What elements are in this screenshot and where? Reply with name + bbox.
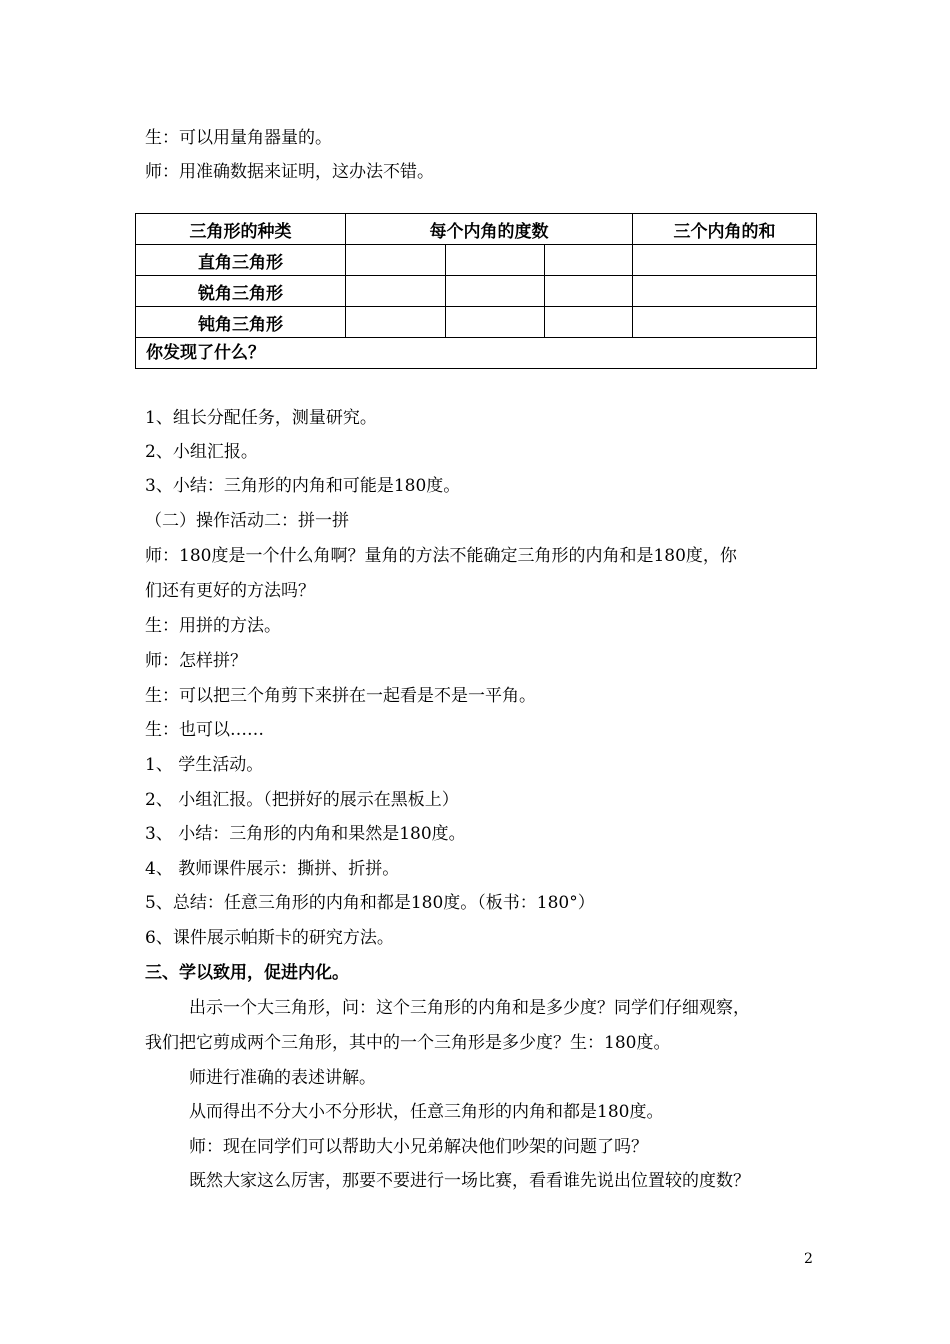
text-line: 生：也可以……	[145, 720, 264, 740]
paragraph-line: 师：现在同学们可以帮助大小兄弟解决他们吵架的问题了吗？	[189, 1137, 648, 1157]
header-angle-sum: 三个内角的和	[633, 214, 817, 245]
text-line: 们还有更好的方法吗？	[145, 581, 315, 601]
text-line: 生：用拼的方法。	[145, 616, 281, 636]
table-cell	[545, 276, 633, 307]
text-line: 师：怎样拼？	[145, 651, 247, 671]
table-question-row	[136, 338, 817, 369]
table-cell	[346, 245, 446, 276]
table-cell	[633, 245, 817, 276]
intro-line-1: 生：可以用量角器量的。	[145, 128, 332, 148]
table-cell	[545, 245, 633, 276]
table-row	[136, 307, 817, 338]
table-cell	[633, 276, 817, 307]
table-cell	[346, 276, 446, 307]
page-number: 2	[804, 1251, 813, 1267]
paragraph-line: 出示一个大三角形，问：这个三角形的内角和是多少度？同学们仔细观察，	[189, 998, 750, 1018]
paragraph-line: 我们把它剪成两个三角形，其中的一个三角形是多少度？生：180度。	[145, 1033, 671, 1053]
table-cell	[446, 245, 545, 276]
text-line: 1、组长分配任务，测量研究。	[145, 408, 377, 428]
table-cell	[545, 307, 633, 338]
intro-line-2: 师：用准确数据来证明，这办法不错。	[145, 162, 434, 182]
paragraph-line: 师进行准确的表述讲解。	[189, 1068, 376, 1088]
text-line: 3、 小结：三角形的内角和果然是180度。	[145, 824, 466, 844]
section-subheading: （二）操作活动二：拼一拼	[145, 511, 349, 531]
table-row	[136, 276, 817, 307]
table-cell	[446, 307, 545, 338]
table-header-row	[136, 214, 817, 245]
table-question: 你发现了什么？	[136, 338, 817, 369]
text-line: 生：可以把三个角剪下来拼在一起看是不是一平角。	[145, 686, 536, 706]
triangle-angle-table	[135, 213, 817, 369]
text-line: 4、 教师课件展示：撕拼、折拼。	[145, 859, 400, 879]
text-line: 6、课件展示帕斯卡的研究方法。	[145, 928, 394, 948]
table-cell	[346, 307, 446, 338]
table-cell	[633, 307, 817, 338]
text-line: 师：180度是一个什么角啊？量角的方法不能确定三角形的内角和是180度，你	[145, 546, 737, 566]
row-label-obtuse-triangle: 钝角三角形	[136, 307, 346, 338]
table-cell	[446, 276, 545, 307]
paragraph-line: 从而得出不分大小不分形状，任意三角形的内角和都是180度。	[189, 1102, 664, 1122]
row-label-acute-triangle: 锐角三角形	[136, 276, 346, 307]
paragraph-line: 既然大家这么厉害，那要不要进行一场比赛，看看谁先说出位置较的度数？	[189, 1171, 750, 1191]
text-line: 3、小结：三角形的内角和可能是180度。	[145, 476, 461, 496]
header-each-angle: 每个内角的度数	[346, 214, 633, 245]
table-row	[136, 245, 817, 276]
text-line: 2、 小组汇报。（把拼好的展示在黑板上）	[145, 790, 459, 810]
header-triangle-type: 三角形的种类	[136, 214, 346, 245]
text-line: 5、总结：任意三角形的内角和都是180度。（板书：180°）	[145, 893, 595, 913]
section-heading: 三、学以致用，促进内化。	[145, 963, 349, 983]
row-label-right-triangle: 直角三角形	[136, 245, 346, 276]
text-line: 2、小组汇报。	[145, 442, 258, 462]
text-line: 1、 学生活动。	[145, 755, 264, 775]
